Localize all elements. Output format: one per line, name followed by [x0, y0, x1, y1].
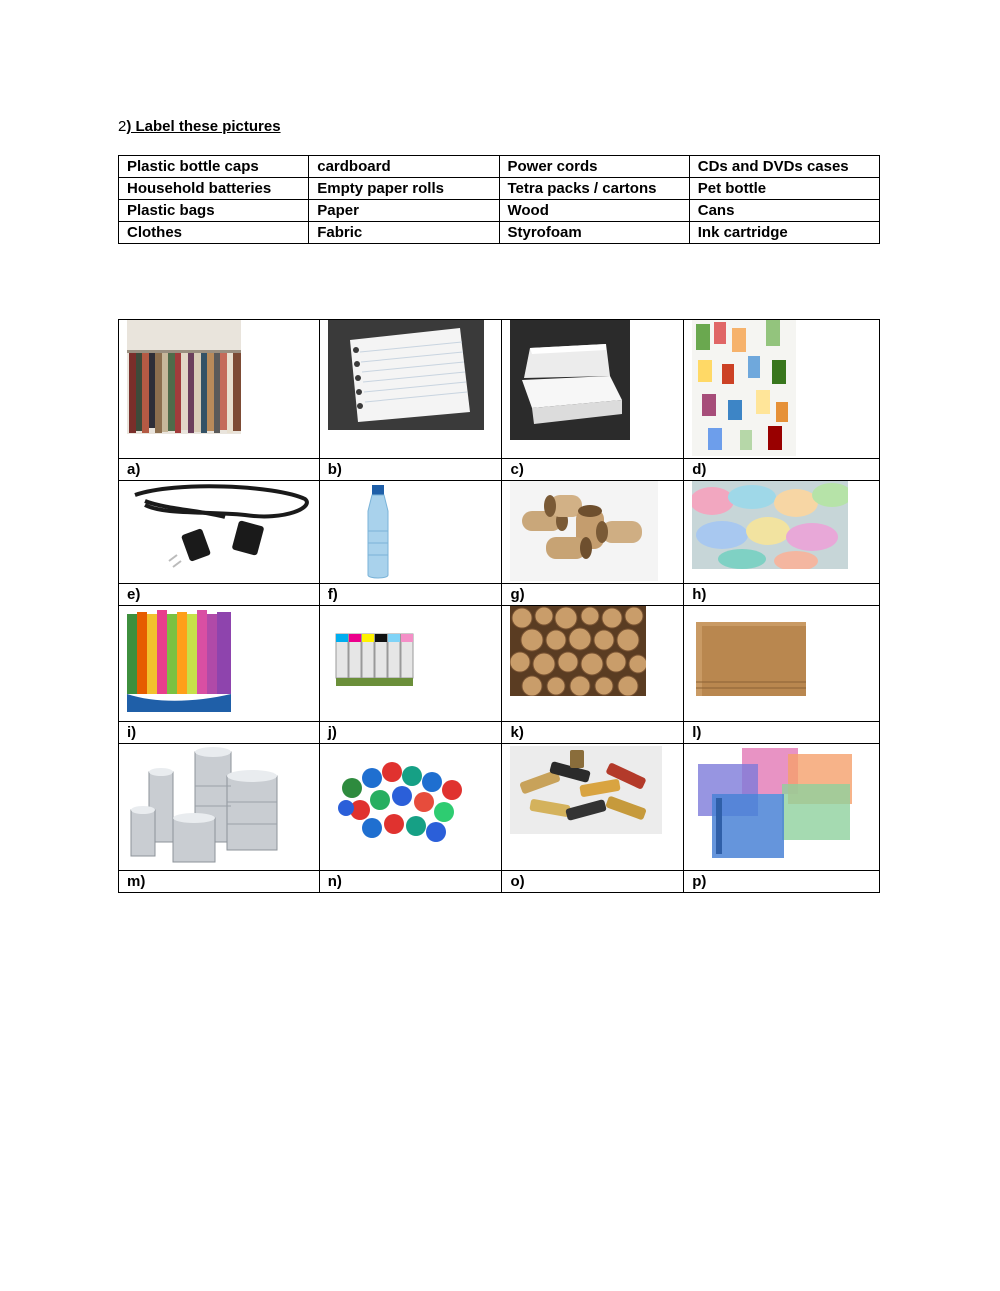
- fabric-photo: [127, 608, 231, 712]
- picture-label: c): [502, 459, 684, 481]
- picture-cell: [502, 744, 684, 871]
- wood-logs-photo: [510, 606, 646, 696]
- tin-cans-photo: [127, 746, 281, 866]
- word-cell: Empty paper rolls: [309, 178, 499, 200]
- word-bank-row: [119, 156, 880, 178]
- cardboard-photo: [692, 622, 806, 700]
- section-heading: ) Label these pictures: [126, 118, 281, 135]
- cd-cases-photo: [692, 746, 868, 864]
- word-cell: Fabric: [309, 222, 499, 244]
- word-bank-table: [118, 155, 880, 244]
- picture-label: n): [319, 871, 502, 893]
- picture-cell: [119, 320, 320, 459]
- section-title: [118, 118, 281, 135]
- pet-bottle-photo: [328, 481, 428, 581]
- picture-label: m): [119, 871, 320, 893]
- picture-cell: [319, 481, 502, 584]
- picture-label: p): [684, 871, 880, 893]
- label-row: [119, 584, 880, 606]
- picture-label: o): [502, 871, 684, 893]
- picture-label: f): [319, 584, 502, 606]
- power-cord-photo: [125, 481, 317, 581]
- clothes-rack-photo: [127, 320, 241, 434]
- picture-cell: [502, 481, 684, 584]
- word-cell: Pet bottle: [689, 178, 879, 200]
- word-bank-row: [119, 200, 880, 222]
- picture-cell: [684, 320, 880, 459]
- picture-cell: [119, 481, 320, 584]
- word-cell: Plastic bottle caps: [119, 156, 309, 178]
- section-number: 2: [118, 118, 127, 135]
- word-cell: Ink cartridge: [689, 222, 879, 244]
- picture-label: h): [684, 584, 880, 606]
- picture-cell: [319, 320, 502, 459]
- picture-cell: [119, 744, 320, 871]
- picture-label: g): [502, 584, 684, 606]
- styrofoam-box-photo: [510, 320, 630, 440]
- word-cell: cardboard: [309, 156, 499, 178]
- picture-label: k): [502, 722, 684, 744]
- word-bank-row: [119, 222, 880, 244]
- word-cell: Cans: [689, 200, 879, 222]
- picture-label: d): [684, 459, 880, 481]
- picture-label: l): [684, 722, 880, 744]
- picture-label: e): [119, 584, 320, 606]
- picture-label: i): [119, 722, 320, 744]
- picture-grid: [118, 319, 880, 893]
- word-cell: Household batteries: [119, 178, 309, 200]
- picture-label: a): [119, 459, 320, 481]
- word-cell: Tetra packs / cartons: [499, 178, 689, 200]
- label-row: [119, 871, 880, 893]
- batteries-photo: [510, 746, 662, 834]
- picture-cell: [684, 606, 880, 722]
- picture-cell: [119, 606, 320, 722]
- word-bank-row: [119, 178, 880, 200]
- bottle-caps-photo: [332, 748, 472, 848]
- tetra-packs-photo: [692, 320, 796, 456]
- picture-row: [119, 481, 880, 584]
- word-cell: Wood: [499, 200, 689, 222]
- picture-cell: [684, 744, 880, 871]
- picture-row: [119, 320, 880, 459]
- plastic-bags-photo: [692, 481, 848, 569]
- picture-cell: [319, 606, 502, 722]
- word-cell: Clothes: [119, 222, 309, 244]
- word-cell: Power cords: [499, 156, 689, 178]
- picture-label: b): [319, 459, 502, 481]
- picture-cell: [502, 320, 684, 459]
- ink-cartridges-photo: [332, 624, 414, 694]
- word-cell: Plastic bags: [119, 200, 309, 222]
- label-row: [119, 459, 880, 481]
- picture-label: j): [319, 722, 502, 744]
- label-row: [119, 722, 880, 744]
- picture-cell: [684, 481, 880, 584]
- picture-row: [119, 606, 880, 722]
- word-cell: Paper: [309, 200, 499, 222]
- picture-cell: [319, 744, 502, 871]
- word-cell: Styrofoam: [499, 222, 689, 244]
- picture-cell: [502, 606, 684, 722]
- picture-row: [119, 744, 880, 871]
- word-cell: CDs and DVDs cases: [689, 156, 879, 178]
- paper-rolls-photo: [510, 481, 658, 581]
- torn-paper-photo: [328, 320, 484, 430]
